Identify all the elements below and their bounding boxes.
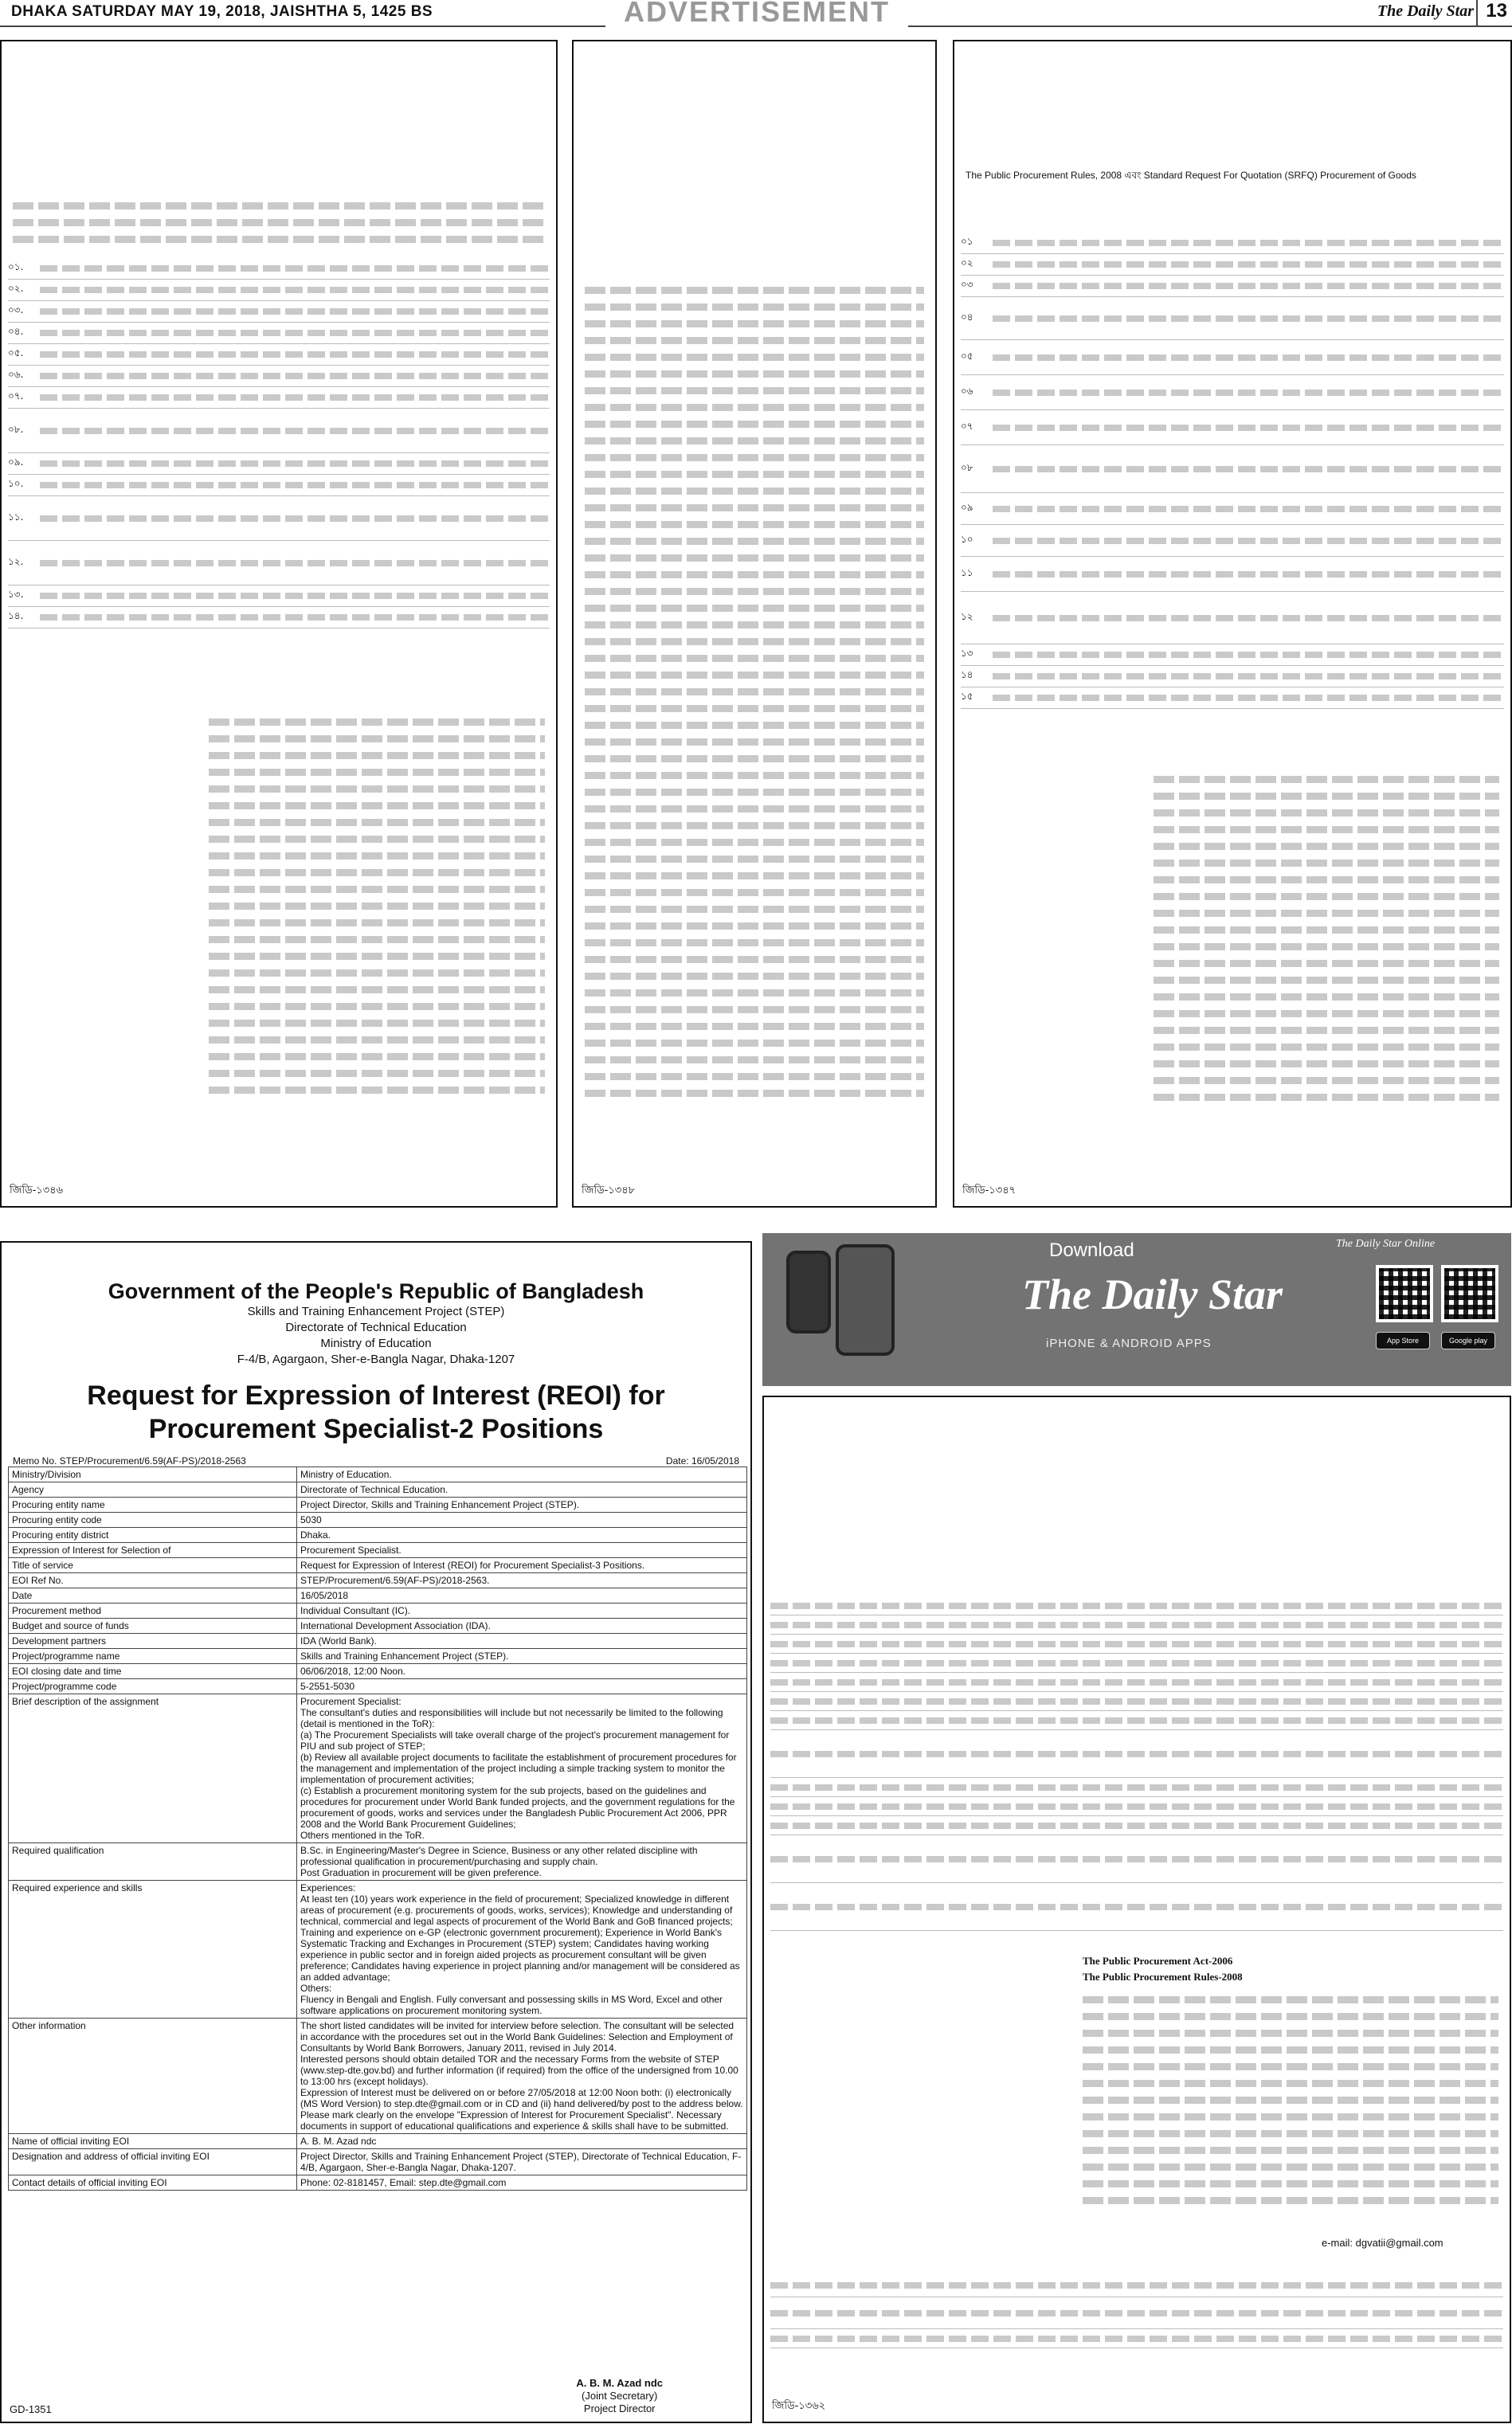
row-value bbox=[297, 1843, 747, 1881]
row-key: Name of official inviting EOI bbox=[9, 2134, 297, 2149]
table-row bbox=[9, 1694, 747, 1843]
govt-header bbox=[2, 49, 556, 69]
table-row bbox=[9, 1843, 747, 1881]
section-title: ADVERTISEMENT bbox=[605, 0, 908, 29]
table-row bbox=[9, 1881, 747, 2019]
signatory-title-1: (Joint Secretary) bbox=[582, 2390, 658, 2402]
table-row bbox=[9, 1513, 747, 1528]
row-key: Procuring entity name bbox=[9, 1498, 297, 1513]
row-key: EOI Ref No. bbox=[9, 1573, 297, 1588]
page-header bbox=[0, 0, 1512, 27]
tender-notice-jeep bbox=[0, 40, 558, 1208]
table-row bbox=[9, 1467, 747, 1482]
row-key: Required qualification bbox=[9, 1843, 297, 1881]
reoi-table bbox=[8, 1467, 747, 2191]
table-row bbox=[9, 2175, 747, 2191]
row-value bbox=[297, 1694, 747, 1843]
reoi-title-line2: Procurement Specialist-2 Positions bbox=[148, 1414, 604, 1444]
row-value: 06/06/2018, 12:00 Noon. bbox=[297, 1664, 747, 1679]
row-value: Phone: 02-8181457, Email: step.dte@gmail.com bbox=[297, 2175, 747, 2191]
qr-code-icon-2 bbox=[1441, 1265, 1498, 1322]
row-value: Procurement Specialist. bbox=[297, 1543, 747, 1558]
memo-date: Date: 16/05/2018 bbox=[665, 1455, 739, 1467]
reoi-title-line1: Request for Expression of Interest (REOI) for bbox=[87, 1380, 665, 1411]
brief-a: (a) The Procurement Specialists will take overall charge of the project's procurement management for PIU and sub project of STEP; bbox=[300, 1729, 730, 1752]
other-info-3: Expression of Interest must be delivered on or before 27/05/2018 at 12:00 Noon both: (i) electronically (MS Word Version) to step.dte@gmail.com or in CD and (ii) hand delivered/by post to the address below. bbox=[300, 2087, 743, 2109]
tender-notice-furniture bbox=[953, 40, 1512, 1208]
notice-table: ০১. ০২. ০৩. ০৪. ০৫. ০৬. ০৭. ০৮. ০৯. ১০. ১১. ১২. ১৩. ১৪. bbox=[8, 258, 550, 629]
table-row bbox=[9, 1528, 747, 1543]
row-value: Skills and Training Enhancement Project (STEP). bbox=[297, 1649, 747, 1664]
row-value: STEP/Procurement/6.59(AF-PS)/2018-2563. bbox=[297, 1573, 747, 1588]
qualification: B.Sc. in Engineering/Master's Degree in Science, Business or any other related discipline with professional qualification in procurement/purchasing and supply chain. bbox=[300, 1845, 698, 1867]
table-row bbox=[9, 1604, 747, 1619]
table-row bbox=[9, 1482, 747, 1498]
row-value bbox=[297, 2019, 747, 2134]
notice-table: ০১ ০২ ০৩ ০৪ ০৫ ০৬ ০৭ ০৮ ০৯ ১০ ১১ ১২ ১৩ ১৪ ১৫ bbox=[961, 233, 1504, 709]
row-key: Procuring entity code bbox=[9, 1513, 297, 1528]
qr-code-icon bbox=[1376, 1265, 1433, 1322]
conditions-text bbox=[209, 709, 545, 1103]
table-row bbox=[9, 1498, 747, 1513]
experience-head: Experiences: bbox=[300, 1882, 356, 1893]
table-row bbox=[9, 1619, 747, 1634]
row-key: Project/programme code bbox=[9, 1679, 297, 1694]
row-key: Other information bbox=[9, 2019, 297, 2134]
row-value: Project Director, Skills and Training Enhancement Project (STEP), Directorate of Technical Education, F-4/B, Agargaon, Sher-e-Bangla Nagar, Dhaka-1207. bbox=[297, 2149, 747, 2175]
row-key: Title of service bbox=[9, 1558, 297, 1573]
phone-image bbox=[786, 1251, 831, 1333]
notice-title bbox=[764, 1545, 1510, 1574]
row-value: International Development Association (IDA). bbox=[297, 1619, 747, 1634]
row-value: A. B. M. Azad ndc bbox=[297, 2134, 747, 2149]
conditions-text bbox=[1154, 766, 1499, 1110]
row-key: Expression of Interest for Selection of bbox=[9, 1543, 297, 1558]
row-value: 16/05/2018 bbox=[297, 1588, 747, 1604]
address: F-4/B, Agargaon, Sher-e-Bangla Nagar, Dhaka-1207 bbox=[237, 1353, 515, 1366]
row-key: Contact details of official inviting EOI bbox=[9, 2175, 297, 2191]
notice-title bbox=[574, 137, 935, 217]
brief-head: Procurement Specialist: bbox=[300, 1696, 402, 1707]
row-value: Ministry of Education. bbox=[297, 1467, 747, 1482]
brief-c: (c) Establish a procurement monitoring system for the sub projects, based on the guidelines and procedures for procurement under World Bank funded projects, and the government regulations for the procurement of goods, works and services under the Bangladesh Public Procurement Act 2006, PPR 2008 and the World Bank Procurement Guidelines; bbox=[300, 1785, 735, 1830]
table-row bbox=[9, 1573, 747, 1588]
project-name: Skills and Training Enhancement Project (STEP) bbox=[247, 1305, 505, 1318]
tender-notice-office-rent bbox=[572, 40, 937, 1208]
reoi-notice bbox=[0, 1241, 752, 2423]
intro-en: The Public Procurement Rules, 2008 এবং Standard Request For Quotation (SRFQ) Procurement of Goods bbox=[966, 170, 1416, 181]
notice-body bbox=[585, 277, 924, 1106]
row-key: Procurement method bbox=[9, 1604, 297, 1619]
table-row bbox=[9, 2134, 747, 2149]
table-row bbox=[9, 2019, 747, 2134]
row-value: Dhaka. bbox=[297, 1528, 747, 1543]
notice-table bbox=[770, 1596, 1503, 1931]
row-value: Directorate of Technical Education. bbox=[297, 1482, 747, 1498]
table-row bbox=[9, 1679, 747, 1694]
act-text: The Public Procurement Act-2006 bbox=[1083, 1955, 1233, 1967]
row-key: Agency bbox=[9, 1482, 297, 1498]
signature-block bbox=[576, 2377, 663, 2415]
row-value: Individual Consultant (IC). bbox=[297, 1604, 747, 1619]
brief-b: (b) Review all available project documents to facilitate the establishment of procurement procedures for the management and implementation of the project including a simple tracking system to monitor the implementation of procurement activities; bbox=[300, 1752, 737, 1785]
table-row bbox=[9, 1558, 747, 1573]
online-label: The Daily Star Online bbox=[1336, 1238, 1436, 1250]
phone-image-2 bbox=[836, 1244, 895, 1356]
row-key: Ministry/Division bbox=[9, 1467, 297, 1482]
qualification-pref: Post Graduation in procurement will be given preference. bbox=[300, 1867, 542, 1878]
table-row bbox=[9, 2149, 747, 2175]
row-value: Request for Expression of Interest (REOI) for Procurement Specialist-3 Positions. bbox=[297, 1558, 747, 1573]
table-row bbox=[9, 1664, 747, 1679]
notice-title bbox=[954, 129, 1510, 158]
gd-number: জিডি-১৩৪৭ bbox=[962, 1185, 1016, 1196]
row-key: Budget and source of funds bbox=[9, 1619, 297, 1634]
others: Fluency in Bengali and English. Fully conversant and possessing skills in MS Word, Excel and other software applications on procurement monitoring system. bbox=[300, 1994, 723, 2016]
daily-star-logo: The Daily Star bbox=[1022, 1271, 1283, 1318]
row-value: 5030 bbox=[297, 1513, 747, 1528]
others-head: Others: bbox=[300, 1983, 332, 1994]
signatory-title-2: Project Director bbox=[583, 2402, 656, 2414]
app-store-button[interactable]: App Store bbox=[1376, 1332, 1430, 1349]
memo-line bbox=[2, 1455, 750, 1467]
row-key: Designation and address of official inviting EOI bbox=[9, 2149, 297, 2175]
dateline: DHAKA SATURDAY MAY 19, 2018, JAISHTHA 5, 1425 BS bbox=[11, 3, 433, 20]
intro-text bbox=[13, 193, 545, 253]
row-key: Project/programme name bbox=[9, 1649, 297, 1664]
brief-intro: The consultant's duties and responsibilities will include but not necessarily be limited to the following (detail is mentioned in the ToR): bbox=[300, 1707, 723, 1729]
other-info-2: Interested persons should obtain detailed TOR and the necessary Forms from the website of STEP (www.step-dte.gov.bd) and further information (if required) from the office of the undersigned from 10.00 to 13:00 hrs (except holidays). bbox=[300, 2054, 738, 2087]
gd-number: জিডি-১৩৪৬ bbox=[10, 1185, 64, 1196]
gov-heading: Government of the People's Republic of Bangladesh bbox=[108, 1279, 644, 1303]
directorate: Directorate of Technical Education bbox=[285, 1321, 467, 1334]
tender-notice-nbr bbox=[762, 1396, 1511, 2423]
row-key: Development partners bbox=[9, 1634, 297, 1649]
daily-star-app-banner[interactable] bbox=[762, 1233, 1511, 1386]
row-value: IDA (World Bank). bbox=[297, 1634, 747, 1649]
signatory-name: A. B. M. Azad ndc bbox=[576, 2377, 663, 2389]
row-value: 5-2551-5030 bbox=[297, 1679, 747, 1694]
items-table bbox=[770, 2273, 1503, 2348]
other-info-4: Please mark clearly on the envelope "Expression of Interest for Procurement Specialist". Necessary documents in support of educational qualifications and experience & skills shall have to be submitted. bbox=[300, 2109, 729, 2132]
gd-number: জিডি-১৩৬২ bbox=[772, 2400, 826, 2412]
brief-others: Others mentioned in the ToR. bbox=[300, 1830, 425, 1841]
rules-text: The Public Procurement Rules-2008 bbox=[1083, 1971, 1243, 1983]
other-info-1: The short listed candidates will be invited for interview before selection. The consultant will be selected in accordance with the procedures set out in the World Bank Guidelines: Selection and Employment of Consultants by World Bank Borrowers, January 2011, revised in July 2014. bbox=[300, 2020, 734, 2054]
table-row bbox=[9, 1543, 747, 1558]
table-row bbox=[9, 1588, 747, 1604]
google-play-button[interactable]: Google play bbox=[1441, 1332, 1495, 1349]
download-label: Download bbox=[1049, 1239, 1134, 1261]
conditions-text bbox=[1083, 1987, 1498, 2214]
row-value bbox=[297, 1881, 747, 2019]
row-key: Procuring entity district bbox=[9, 1528, 297, 1543]
ministry: Ministry of Education bbox=[320, 1337, 432, 1350]
page-number: 13 bbox=[1476, 0, 1507, 25]
gd-number: GD-1351 bbox=[10, 2403, 52, 2415]
row-value: Project Director, Skills and Training Enhancement Project (STEP). bbox=[297, 1498, 747, 1513]
row-key: Required experience and skills bbox=[9, 1881, 297, 2019]
row-key: Date bbox=[9, 1588, 297, 1604]
memo-number: Memo No. STEP/Procurement/6.59(AF-PS)/2018-2563 bbox=[13, 1455, 246, 1467]
notice-title bbox=[2, 140, 556, 177]
table-row bbox=[9, 1649, 747, 1664]
table-row bbox=[9, 1634, 747, 1649]
apps-label: iPHONE & ANDROID APPS bbox=[1046, 1337, 1212, 1350]
row-key: EOI closing date and time bbox=[9, 1664, 297, 1679]
experience: At least ten (10) years work experience in the field of procurement; Specialized knowledge in different areas of procurement (e.g. procurements of goods, works, services); Knowledge and understanding of technical, commercial and legal aspects of procurement of the World Bank and GoB financed projects; Training and experience on e-GP (electronic government procurement); Experience in World Bank's Systematic Tracking and Exchanges in Procurement (STEP) system; Candidates having working experience in public sector and in foreign aided projects as procurement consultant will be given preference; Candidates having experience in project planning and/or management will be considered as an added advantage; bbox=[300, 1893, 740, 1983]
row-key: Brief description of the assignment bbox=[9, 1694, 297, 1843]
email-text: e-mail: dgvatii@gmail.com bbox=[1322, 2237, 1443, 2249]
newspaper-name: The Daily Star bbox=[1377, 2, 1474, 20]
gd-number: জিডি-১৩৪৮ bbox=[582, 1185, 636, 1196]
